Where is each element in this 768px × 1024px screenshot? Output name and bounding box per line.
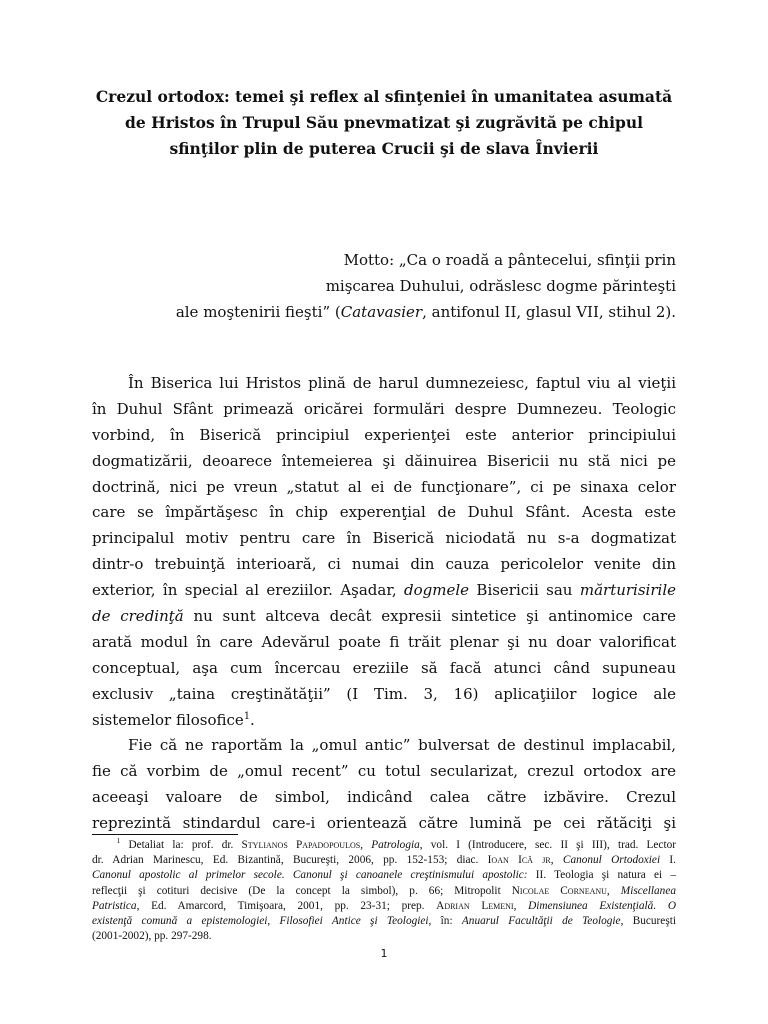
footnote-line: reflecţii şi cotituri decisive (De la concept la simbol), p. 66; Mitropolit Nicolae Corneanu, Miscellanea <box>92 884 676 897</box>
author-name: Adrian Lemeni <box>436 899 514 912</box>
italic-term: dogmele <box>404 581 470 600</box>
paragraph-line: vorbind, în Biserică principiul experienţei este anterior principiului <box>92 425 676 444</box>
paragraph-line: reprezintă stindardul care-i orientează către lumină pe cei rătăciţi şi <box>92 814 676 833</box>
paragraph-line: În Biserica lui Hristos plină de harul dumnezeiesc, faptul viu al vieţii <box>128 374 676 392</box>
title-line: sfinţilor plin de puterea Crucii şi de slava Învierii <box>169 139 599 158</box>
paragraph-line: dintr-o trebuinţă interioară, ci numai din cauza pericolelor venite din <box>92 555 676 574</box>
document-title <box>80 84 688 162</box>
footnote-line: Canonul apostolic al primelor secole. Canonul şi canoanele creştinismului apostolic: II. Teologia şi natura ei – <box>92 869 677 882</box>
paragraph-line: conceptual, aşa cum încercau ereziile să facă atunci când supuneau <box>92 658 676 677</box>
author-name: Nicolae Corneanu <box>511 884 607 897</box>
paragraph-line: sistemelor filosofice$^1$. <box>92 710 255 729</box>
page-number: 1 <box>380 947 388 960</box>
motto-line: mişcarea Duhului, odrăslesc dogme părinteşti <box>325 277 676 295</box>
paragraph-line: exterior, în special al ereziilor. Aşadar, dogmele Bisericii sau mărturisirile <box>92 581 676 600</box>
footnote <box>92 838 676 944</box>
paragraph-line: Fie că ne raportăm la „omul antic” bulversat de destinul implacabil, <box>128 736 676 755</box>
paragraph-line: aceeaşi valoare de simbol, indicând calea către izbăvire. Crezul <box>92 788 676 807</box>
footnote-line: $^1$ Detaliat la: prof. dr. Stylianos Papadopoulos, Patrologia, vol. I (Introducere, sec. II şi III), trad. Lector <box>116 836 676 851</box>
motto-line: Motto: „Ca o roadă a pântecelui, sfinţii prin <box>343 251 676 269</box>
footnote-ref[interactable]: 1 <box>243 710 251 722</box>
italic-term: mărturisirile <box>579 581 676 600</box>
footnote-marker: 1 <box>116 836 121 846</box>
footnote-line: (2001-2002), pp. 297-298. <box>92 930 212 943</box>
paragraph-line: de credinţă nu sunt altceva decât expresii sintetice şi antinomice care <box>92 607 676 626</box>
title-line: Crezul ortodox: temei şi reflex al sfinţeniei în umanitatea asumată <box>95 87 673 106</box>
paragraph-line: fie că vorbim de „omul recent” cu totul secularizat, crezul ortodox are <box>92 762 676 781</box>
footnote-line: Patristica, Ed. Amarcord, Timişoara, 2001, pp. 23-31; prep. Adrian Lemeni, Dimensiunea Existenţială. O <box>92 899 676 912</box>
motto-line <box>176 299 676 325</box>
motto-text: , antifonul II, glasul VII, stihul 2). <box>422 303 676 321</box>
motto-text: ale moştenirii fieşti” ( <box>175 303 341 321</box>
footnote-line: existenţă comună a epistemologiei, Filosofiei Antice şi Teologiei, în: Anuarul Facultăţii de Teologie, Bucureşti <box>92 915 676 928</box>
paragraph-line: principalul motiv pentru care în Biserică niciodată nu s-a dogmatizat <box>92 529 676 548</box>
footnote-line: dr. Adrian Marinescu, Ed. Bizantină, Bucureşti, 2006, pp. 152-153; diac. Ioan Ică jr, Canonul Ortodoxiei I. <box>92 854 677 867</box>
author-name: Stylianos Papadopoulos <box>241 839 361 851</box>
paragraph-line: arată modul în care Adevărul poate fi trăit plenar şi nu doar valorificat <box>92 632 676 651</box>
italic-term: de credinţă <box>92 607 184 626</box>
paragraph-line: în Duhul Sfânt primează oricărei formulări despre Dumnezeu. Teologic <box>92 399 676 418</box>
paragraph-line: exclusiv „taina creştinătăţii” (I Tim. 3, 16) aplicaţiilor logice ale <box>92 684 676 703</box>
motto-source: Catavasier <box>340 303 423 321</box>
paragraph-line: doctrină, nici pe vreun „statut al ei de funcţionare”, ci pe sinaxa celor <box>92 477 676 496</box>
footnote-separator <box>92 834 238 835</box>
body-text <box>92 371 676 837</box>
motto <box>176 247 676 325</box>
paragraph-line: dogmatizării, deoarece întemeierea şi dăinuirea Bisericii nu stă nici pe <box>92 451 676 470</box>
paragraph-line: care se împărtăşesc în chip experenţial de Duhul Sfânt. Acesta este <box>92 503 676 522</box>
title-line: de Hristos în Trupul Său pnevmatizat şi zugrăvită pe chipul <box>124 113 643 132</box>
author-name: Ioan Ică jr <box>487 854 551 867</box>
